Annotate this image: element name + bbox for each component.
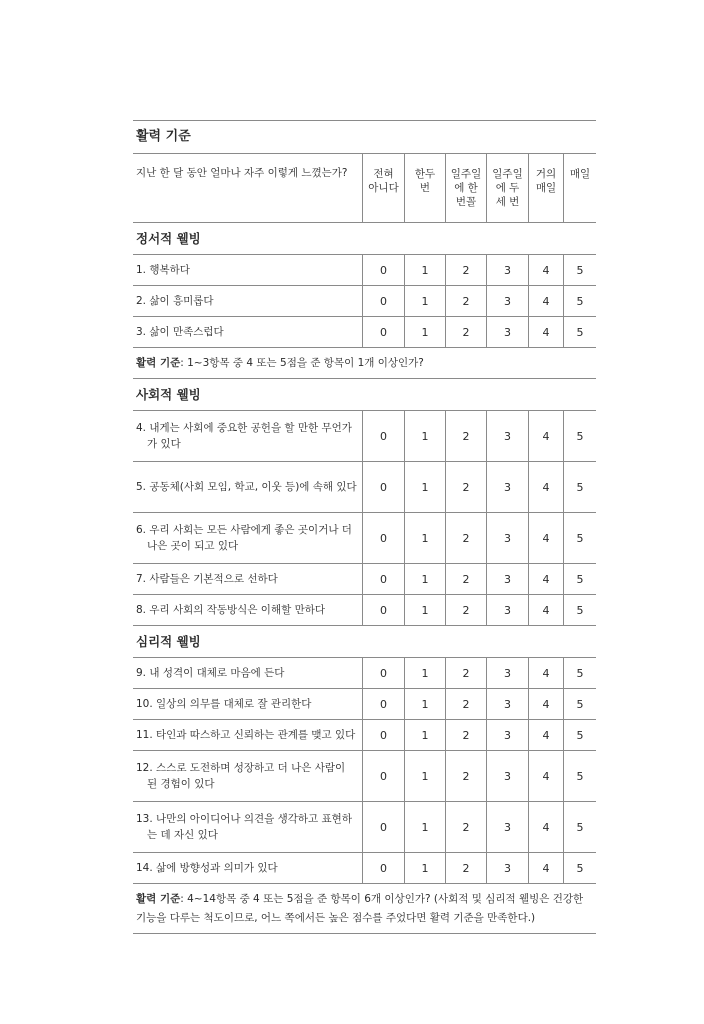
- header-option-5: 매일: [569, 168, 591, 180]
- score-option-2[interactable]: 2: [446, 462, 487, 512]
- question-label: 11. 타인과 따스하고 신뢰하는 관계를 맺고 있다: [136, 728, 356, 741]
- question-row: [133, 802, 596, 853]
- question-text: [133, 462, 363, 512]
- score-option-4[interactable]: 4: [529, 317, 564, 347]
- score-option-4[interactable]: 4: [529, 595, 564, 625]
- question-text: [133, 689, 363, 719]
- question-text: [133, 255, 363, 285]
- score-option-0[interactable]: 0: [363, 564, 405, 594]
- score-option-0[interactable]: 0: [363, 595, 405, 625]
- score-option-3[interactable]: 3: [487, 411, 529, 461]
- score-option-1[interactable]: 1: [405, 720, 446, 750]
- question-text: [133, 853, 363, 883]
- question-row: [133, 286, 596, 317]
- score-option-3[interactable]: 3: [487, 595, 529, 625]
- score-option-1[interactable]: 1: [405, 564, 446, 594]
- score-option-0[interactable]: 0: [363, 720, 405, 750]
- header-row: [133, 154, 596, 223]
- score-option-4[interactable]: 4: [529, 286, 564, 316]
- score-option-3[interactable]: 3: [487, 564, 529, 594]
- question-text: [133, 513, 363, 563]
- question-label: 5. 공동체(사회 모임, 학교, 이웃 등)에 속해 있다: [136, 480, 357, 493]
- score-option-0[interactable]: 0: [363, 411, 405, 461]
- section-title: 심리적 웰빙: [133, 626, 596, 658]
- header-question: 지난 한 달 동안 얼마나 자주 이렇게 느꼈는가?: [133, 154, 363, 222]
- question-rows: [133, 223, 596, 934]
- question-label: 6. 우리 사회는 모든 사람에게 좋은 곳이거나 더 나은 곳이 되고 있다: [136, 523, 352, 553]
- score-option-4[interactable]: 4: [529, 751, 564, 801]
- score-option-3[interactable]: 3: [487, 853, 529, 883]
- question-row: [133, 411, 596, 462]
- question-label: 4. 내게는 사회에 중요한 공헌을 할 만한 무언가가 있다: [136, 421, 352, 451]
- score-option-1[interactable]: 1: [405, 513, 446, 563]
- score-option-5[interactable]: 5: [576, 728, 584, 742]
- question-label: 13. 나만의 아이디어나 의견을 생각하고 표현하는 데 자신 있다: [136, 812, 352, 842]
- score-option-0[interactable]: 0: [363, 255, 405, 285]
- question-label: 1. 행복하다: [136, 263, 190, 276]
- score-option-3[interactable]: 3: [487, 462, 529, 512]
- question-row: [133, 658, 596, 689]
- score-option-2[interactable]: 2: [446, 286, 487, 316]
- score-option-2[interactable]: 2: [446, 513, 487, 563]
- score-option-4[interactable]: 4: [529, 689, 564, 719]
- score-option-0[interactable]: 0: [363, 462, 405, 512]
- score-option-1[interactable]: 1: [405, 853, 446, 883]
- score-option-2[interactable]: 2: [446, 689, 487, 719]
- score-option-4[interactable]: 4: [529, 411, 564, 461]
- header-option-3: 일주일 에 두 세 번: [487, 154, 529, 222]
- score-option-2[interactable]: 2: [446, 658, 487, 688]
- score-option-5[interactable]: 5: [576, 820, 584, 834]
- header-option-1: 한두 번: [405, 154, 446, 222]
- section-title: 사회적 웰빙: [133, 379, 596, 411]
- question-text: [133, 802, 363, 852]
- score-option-1[interactable]: 1: [405, 751, 446, 801]
- score-option-2[interactable]: 2: [446, 595, 487, 625]
- score-option-5[interactable]: 5: [576, 769, 584, 783]
- score-option-4[interactable]: 4: [529, 255, 564, 285]
- criteria-final-text: : 4~14항목 중 4 또는 5점을 준 항목이 6개 이상인가? (사회적 및 심리적 웰빙은 건강한 기능을 다루는 척도이므로, 어느 쪽에서든 높은 점수를 주었다면 활력 기준을 만족한다.): [136, 893, 584, 924]
- score-option-5[interactable]: 5: [576, 480, 584, 494]
- score-option-5[interactable]: 5: [576, 666, 584, 680]
- question-text: [133, 720, 363, 750]
- score-option-1[interactable]: 1: [405, 462, 446, 512]
- criteria-label: 활력 기준: [136, 893, 181, 906]
- criteria-emotional: [133, 348, 596, 379]
- score-option-5[interactable]: 5: [576, 531, 584, 545]
- question-row: [133, 317, 596, 348]
- score-option-2[interactable]: 2: [446, 255, 487, 285]
- score-option-1[interactable]: 1: [405, 411, 446, 461]
- question-label: 8. 우리 사회의 작동방식은 이해할 만하다: [136, 603, 325, 616]
- score-option-0[interactable]: 0: [363, 513, 405, 563]
- score-option-3[interactable]: 3: [487, 720, 529, 750]
- score-option-0[interactable]: 0: [363, 658, 405, 688]
- score-option-1[interactable]: 1: [405, 802, 446, 852]
- score-option-0[interactable]: 0: [363, 317, 405, 347]
- criteria-emotional-text: : 1~3항목 중 4 또는 5점을 준 항목이 1개 이상인가?: [180, 357, 424, 369]
- score-option-0[interactable]: 0: [363, 853, 405, 883]
- section-title: 정서적 웰빙: [133, 223, 596, 255]
- header-option-2: 일주일 에 한 번꼴: [446, 154, 487, 222]
- score-option-5[interactable]: 5: [576, 429, 584, 443]
- question-row: [133, 462, 596, 513]
- score-option-3[interactable]: 3: [487, 658, 529, 688]
- score-option-2[interactable]: 2: [446, 802, 487, 852]
- score-option-4[interactable]: 4: [529, 564, 564, 594]
- question-text: [133, 751, 363, 801]
- question-text: [133, 411, 363, 461]
- question-row: [133, 255, 596, 286]
- question-label: 7. 사람들은 기본적으로 선하다: [136, 572, 278, 585]
- score-option-1[interactable]: 1: [405, 658, 446, 688]
- score-option-0[interactable]: 0: [363, 689, 405, 719]
- score-option-3[interactable]: 3: [487, 317, 529, 347]
- score-option-3[interactable]: 3: [487, 255, 529, 285]
- header-option-4: 거의 매일: [529, 154, 564, 222]
- question-row: [133, 689, 596, 720]
- score-option-4[interactable]: 4: [529, 462, 564, 512]
- question-row: [133, 595, 596, 626]
- vitality-questionnaire: [133, 120, 596, 934]
- score-option-5[interactable]: 5: [576, 861, 584, 875]
- score-option-4[interactable]: 4: [529, 513, 564, 563]
- score-option-4[interactable]: 4: [529, 853, 564, 883]
- table-title: 활력 기준: [133, 121, 596, 154]
- score-option-2[interactable]: 2: [446, 720, 487, 750]
- score-option-3[interactable]: 3: [487, 751, 529, 801]
- score-option-2[interactable]: 2: [446, 853, 487, 883]
- question-label: 9. 내 성격이 대체로 마음에 든다: [136, 666, 285, 679]
- question-text: [133, 595, 363, 625]
- question-row: [133, 853, 596, 884]
- score-option-0[interactable]: 0: [363, 751, 405, 801]
- score-option-1[interactable]: 1: [405, 317, 446, 347]
- score-option-1[interactable]: 1: [405, 286, 446, 316]
- score-option-1[interactable]: 1: [405, 595, 446, 625]
- score-option-5[interactable]: 5: [576, 325, 584, 339]
- question-text: [133, 317, 363, 347]
- score-option-3[interactable]: 3: [487, 286, 529, 316]
- question-text: [133, 658, 363, 688]
- score-option-4[interactable]: 4: [529, 802, 564, 852]
- question-label: 3. 삶이 만족스럽다: [136, 325, 224, 338]
- score-option-0[interactable]: 0: [363, 802, 405, 852]
- score-option-5[interactable]: 5: [576, 294, 584, 308]
- score-option-2[interactable]: 2: [446, 411, 487, 461]
- score-option-3[interactable]: 3: [487, 513, 529, 563]
- question-row: [133, 720, 596, 751]
- question-row: [133, 564, 596, 595]
- score-option-5[interactable]: 5: [576, 263, 584, 277]
- question-label: 14. 삶에 방향성과 의미가 있다: [136, 861, 278, 874]
- question-row: [133, 513, 596, 564]
- question-text: [133, 564, 363, 594]
- score-option-2[interactable]: 2: [446, 564, 487, 594]
- question-label: 2. 삶이 흥미롭다: [136, 294, 214, 307]
- score-option-5[interactable]: 5: [576, 697, 584, 711]
- score-option-4[interactable]: 4: [529, 658, 564, 688]
- score-option-2[interactable]: 2: [446, 751, 487, 801]
- score-option-4[interactable]: 4: [529, 720, 564, 750]
- question-label: 10. 일상의 의무를 대체로 잘 관리한다: [136, 697, 312, 710]
- header-option-0: 전혀 아니다: [363, 154, 405, 222]
- score-option-3[interactable]: 3: [487, 802, 529, 852]
- criteria-label: 활력 기준: [136, 357, 181, 369]
- question-row: [133, 751, 596, 802]
- score-option-1[interactable]: 1: [405, 255, 446, 285]
- score-option-5[interactable]: 5: [576, 603, 584, 617]
- score-option-1[interactable]: 1: [405, 689, 446, 719]
- score-option-5[interactable]: 5: [576, 572, 584, 586]
- score-option-3[interactable]: 3: [487, 689, 529, 719]
- criteria-final: [133, 884, 596, 934]
- score-option-2[interactable]: 2: [446, 317, 487, 347]
- score-option-0[interactable]: 0: [363, 286, 405, 316]
- question-label: 12. 스스로 도전하며 성장하고 더 나은 사람이 된 경험이 있다: [136, 761, 346, 791]
- question-text: [133, 286, 363, 316]
